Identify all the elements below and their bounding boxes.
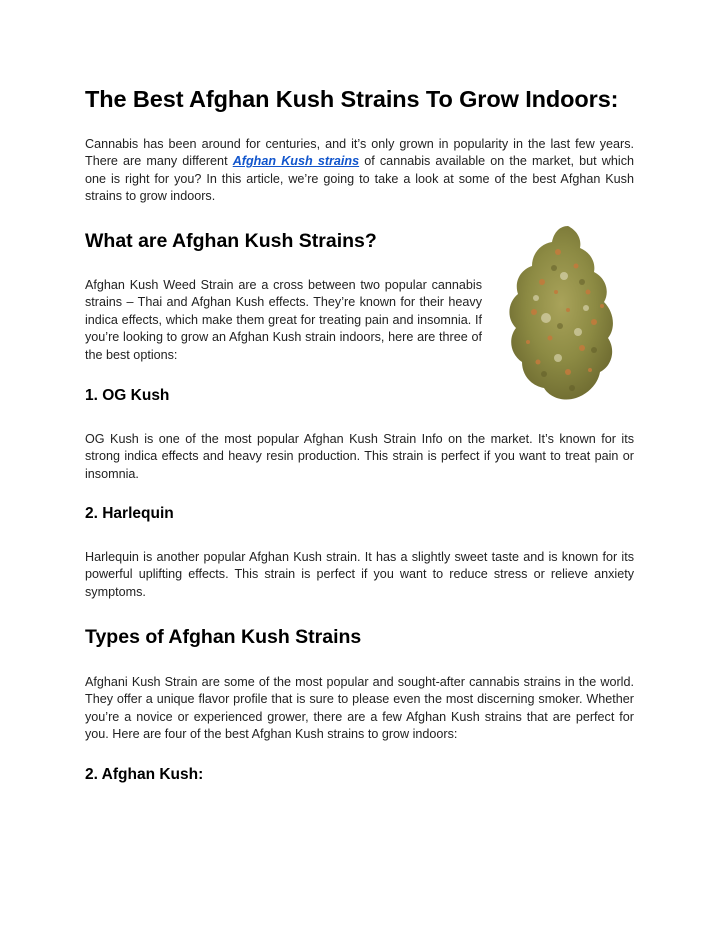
- afghan-kush-heading: 2. Afghan Kush:: [85, 766, 204, 783]
- section-heading-types: Types of Afghan Kush Strains: [85, 626, 362, 648]
- harlequin-paragraph: Harlequin is another popular Afghan Kush strain. It has a slightly sweet taste and is known for its powerful uplifting effects. This strain is perfect if you want to reduce stress or relieve anxiety symptoms.: [85, 550, 634, 599]
- section-heading-what-are: What are Afghan Kush Strains?: [85, 230, 377, 252]
- what-are-paragraph: Afghan Kush Weed Strain are a cross between two popular cannabis strains – Thai and Afghan Kush effects. They’re known for their heavy indica effects, which make them great for treating pain and insomnia. If you’re looking to grow an Afghan Kush strain indoors, here are three of the best options:: [85, 278, 482, 362]
- og-kush-heading: 1. OG Kush: [85, 387, 170, 404]
- intro-text-before-link: Cannabis has been around for centuries, and it’s only grown in popularity in the last few years. There are many different: [85, 137, 634, 169]
- afghan-kush-strains-link[interactable]: Afghan Kush strains: [232, 154, 360, 169]
- intro-text-after-link: of cannabis available on the market, but which one is right for you? In this article, we’re going to take a look at some of the best Afghan Kush strains to grow indoors.: [85, 154, 635, 204]
- harlequin-heading: 2. Harlequin: [85, 505, 174, 522]
- og-kush-paragraph: OG Kush is one of the most popular Afghan Kush Strain Info on the market. It’s known for its strong indica effects and heavy resin production. This strain is perfect if you want to treat pain or insomnia.: [85, 432, 634, 481]
- types-paragraph: Afghani Kush Strain are some of the most popular and sought-after cannabis strains in the world. They offer a unique flavor profile that is sure to please even the most discerning smoker. Whether you’re a novice or experienced grower, there are a few Afghan Kush strains that are perfect for you. Here are four of the best Afghan Kush strains to grow indoors:: [85, 675, 634, 742]
- intro-paragraph: [85, 136, 634, 206]
- page-title: The Best Afghan Kush Strains To Grow Indoors:: [85, 86, 619, 112]
- cannabis-bud-image: [498, 222, 640, 404]
